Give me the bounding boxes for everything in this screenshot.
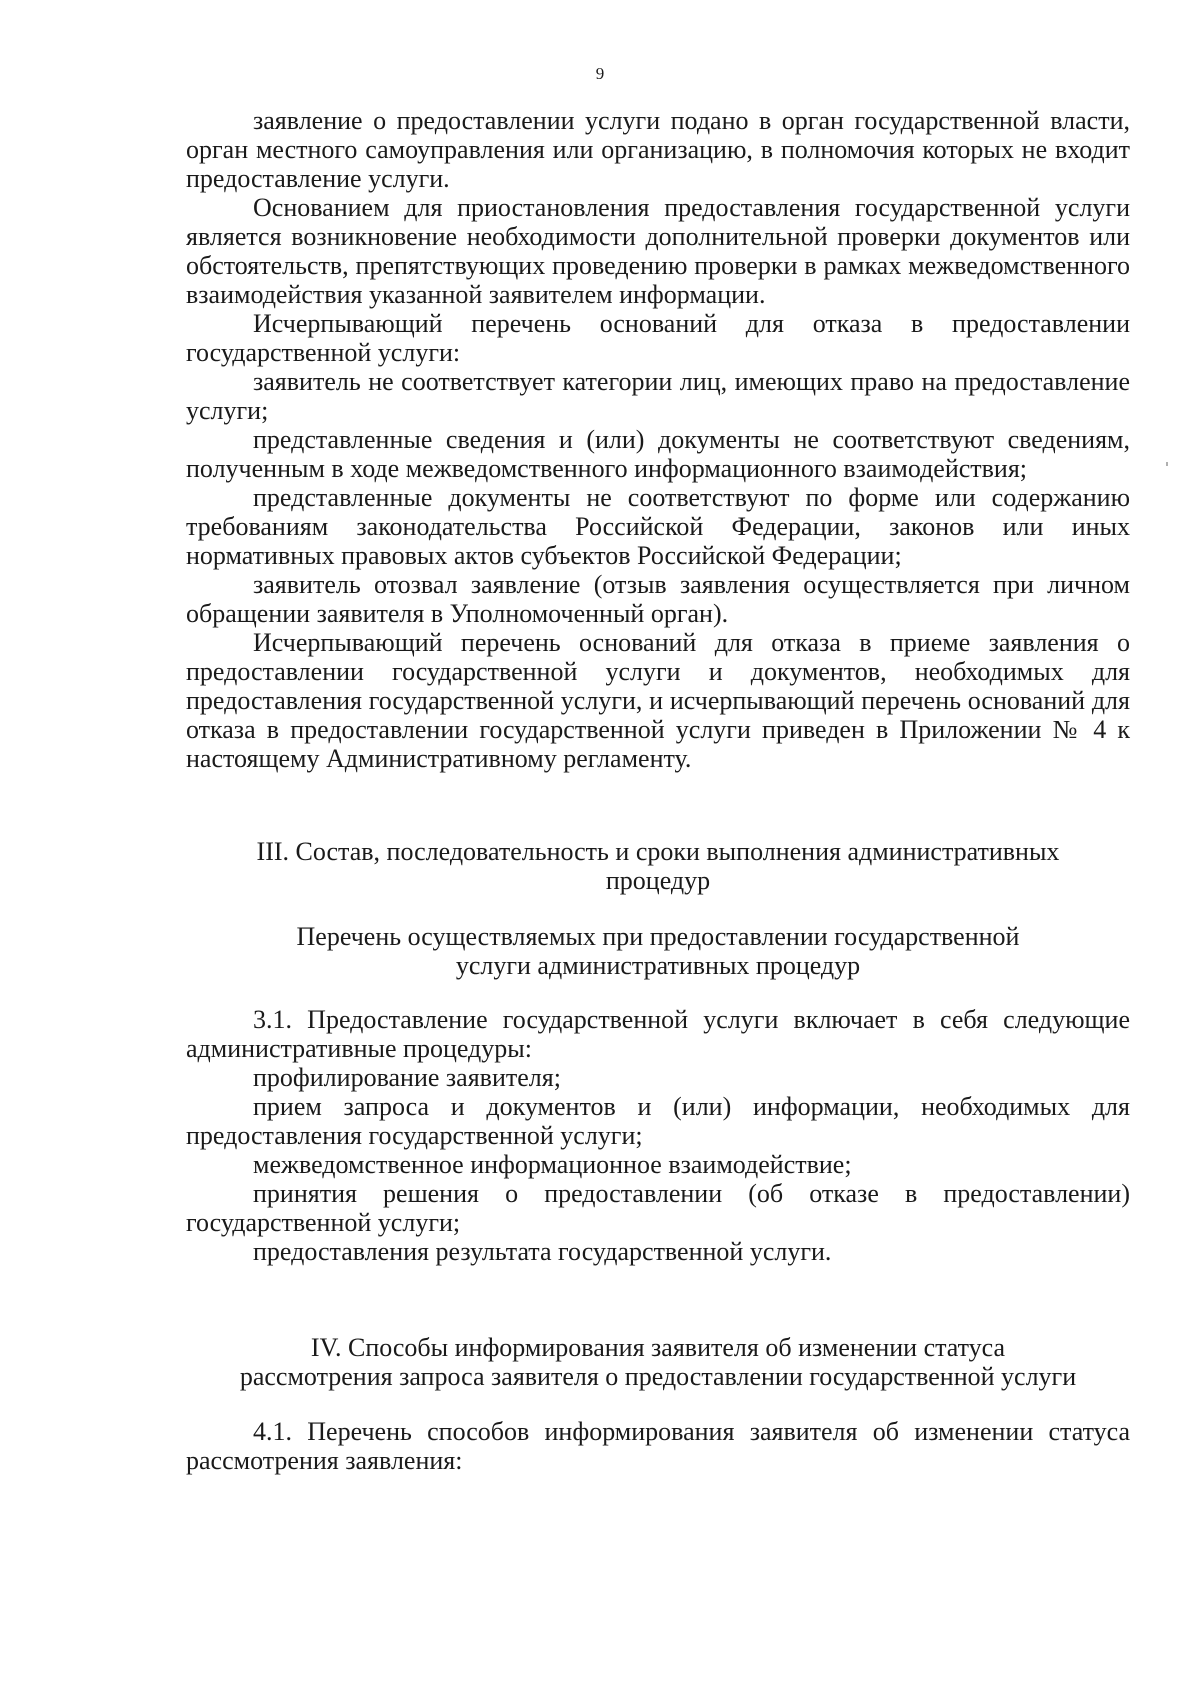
paragraph: заявитель не соответствует категории лиц, имеющих право на предоставление услуги;	[186, 367, 1130, 425]
paragraph: Исчерпывающий перечень оснований для отказа в приеме заявления о предоставлении государственной услуги и документов, необходимых для предоставления государственной услуги, и исчерпывающий перечень оснований для отказа в предоставлении государственной услуги приведен в Приложении № 4 к настоящему Административному регламенту.	[186, 628, 1130, 773]
section-heading-3-line2: процедур	[605, 866, 711, 895]
paragraph: представленные документы не соответствуют по форме или содержанию требованиям законодательства Российской Федерации, законов или иных нормативных правовых актов субъектов Российской Федерации;	[186, 483, 1130, 570]
paragraph: Основанием для приостановления предоставления государственной услуги является возникновение необходимости дополнительной проверки документов или обстоятельств, препятствующих проведению проверки в рамках межведомственного взаимодействия указанной заявителем информации.	[186, 193, 1130, 309]
section-heading-3-line1: III. Состав, последовательность и сроки выполнения административных	[256, 837, 1060, 866]
section-heading-4-line1: IV. Способы информирования заявителя об изменении статуса	[310, 1333, 1006, 1362]
paragraph: заявитель отозвал заявление (отзыв заявления осуществляется при личном обращении заявителя в Уполномоченный орган).	[186, 570, 1130, 628]
list-item: прием запроса и документов и (или) информации, необходимых для предоставления государственной услуги;	[186, 1092, 1130, 1150]
section-heading-4	[186, 1333, 1130, 1391]
list-item: профилирование заявителя;	[253, 1063, 561, 1092]
list-item: межведомственное информационное взаимодействие;	[253, 1150, 852, 1179]
paragraph: заявление о предоставлении услуги подано в орган государственной власти, орган местного самоуправления или организацию, в полномочия которых не входит предоставление услуги.	[186, 106, 1130, 193]
paragraph-4-1: 4.1. Перечень способов информирования заявителя об изменении статуса рассмотрения заявления:	[186, 1417, 1130, 1475]
subsection-heading-line1: Перечень осуществляемых при предоставлении государственной	[296, 922, 1020, 951]
subsection-heading-line2: услуги административных процедур	[455, 951, 861, 980]
page-number: 9	[595, 64, 605, 83]
list-item: предоставления результата государственной услуги.	[253, 1237, 832, 1266]
subsection-heading	[186, 922, 1130, 980]
paragraph: представленные сведения и (или) документы не соответствуют сведениям, полученным в ходе межведомственного информационного взаимодействия;	[186, 425, 1130, 483]
section-heading-3	[186, 837, 1130, 895]
list-item: принятия решения о предоставлении (об отказе в предоставлении) государственной услуги;	[186, 1179, 1130, 1237]
section-heading-4-line2: рассмотрения запроса заявителя о предоставлении государственной услуги	[239, 1362, 1077, 1391]
paragraph-3-1: 3.1. Предоставление государственной услуги включает в себя следующие административные процедуры:	[186, 1005, 1130, 1063]
paragraph: Исчерпывающий перечень оснований для отказа в предоставлении государственной услуги:	[186, 309, 1130, 367]
scan-artifact	[1166, 462, 1168, 466]
document-body	[186, 106, 1130, 1475]
